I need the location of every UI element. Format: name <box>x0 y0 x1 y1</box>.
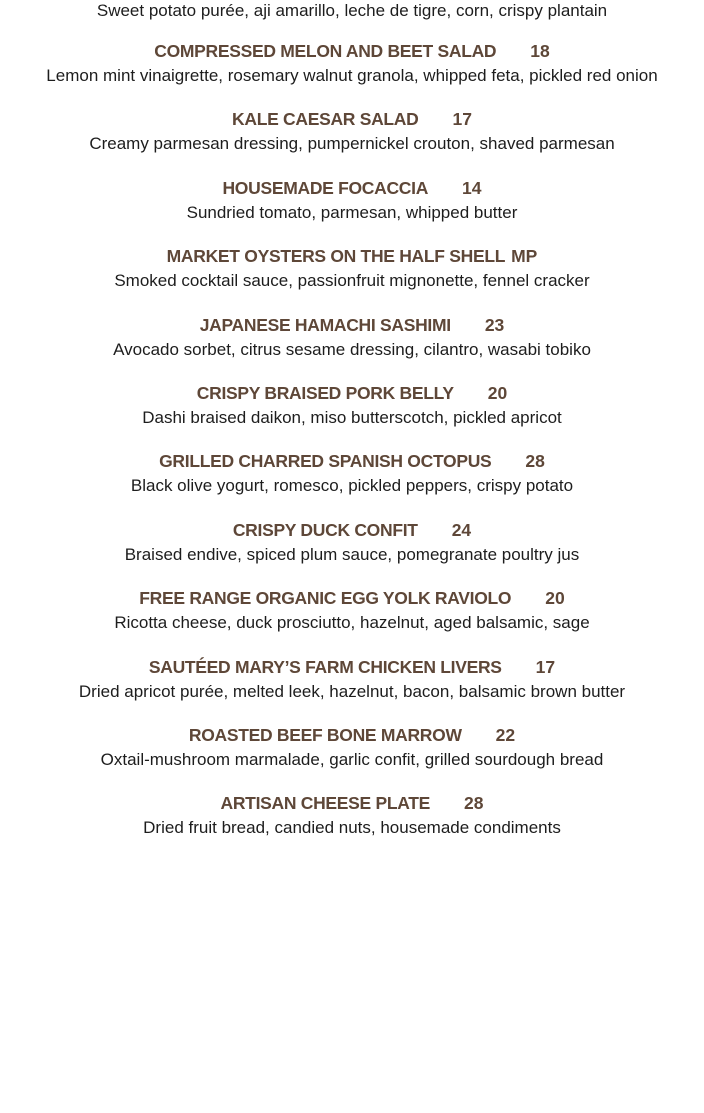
menu-item <box>0 790 704 840</box>
menu-item-price: MP <box>511 246 538 266</box>
menu-item <box>0 517 704 567</box>
menu-item-name: HOUSEMADE FOCACCIA <box>222 178 429 198</box>
menu-item-price: 22 <box>495 725 516 745</box>
menu-item-title <box>0 380 704 406</box>
menu-item-description: Sundried tomato, parmesan, whipped butter <box>186 203 518 222</box>
menu-item-price: 23 <box>484 315 505 335</box>
menu-item-name: COMPRESSED MELON AND BEET SALAD <box>154 41 497 61</box>
menu-item-title <box>0 175 704 201</box>
menu-item-description: Creamy parmesan dressing, pumpernickel crouton, shaved parmesan <box>89 134 615 153</box>
menu-item-title <box>0 448 704 474</box>
menu-item-description: Braised endive, spiced plum sauce, pomegranate poultry jus <box>124 545 580 564</box>
menu-item-name: GRILLED CHARRED SPANISH OCTOPUS <box>159 451 492 471</box>
menu-item-name: CRISPY DUCK CONFIT <box>232 520 418 540</box>
menu-item-name: ROASTED BEEF BONE MARROW <box>188 725 462 745</box>
menu-item-price: 20 <box>545 588 565 608</box>
menu-item-title <box>0 312 704 338</box>
menu-item-title <box>0 654 704 680</box>
menu-item-title <box>0 106 704 132</box>
menu-item-description: Dried fruit bread, candied nuts, housemade condiments <box>143 818 561 837</box>
menu-item-title <box>0 517 704 543</box>
menu-item-price: 17 <box>535 657 556 677</box>
menu-item-description: Avocado sorbet, citrus sesame dressing, cilantro, wasabi tobiko <box>113 340 591 359</box>
menu-item-name: KALE CAESAR SALAD <box>232 109 419 129</box>
menu-item-name: CRISPY BRAISED PORK BELLY <box>196 383 454 403</box>
menu-item-price: 20 <box>487 383 508 403</box>
menu-item <box>0 106 704 156</box>
menu-item-description: Ricotta cheese, duck prosciutto, hazelnut, aged balsamic, sage <box>114 613 590 632</box>
menu-item-description: Dried apricot purée, melted leek, hazelnut, bacon, balsamic brown butter <box>78 682 626 701</box>
menu-item <box>0 722 704 772</box>
menu-item <box>0 243 704 293</box>
menu-item-title <box>0 585 704 611</box>
menu-item-name: ARTISAN CHEESE PLATE <box>220 793 431 813</box>
menu-item-price: 17 <box>452 109 472 129</box>
menu-item <box>0 585 704 635</box>
menu-item-description: Smoked cocktail sauce, passionfruit mignonette, fennel cracker <box>114 271 590 290</box>
menu-item <box>0 38 704 88</box>
menu-item <box>0 448 704 498</box>
menu-item-description: Oxtail-mushroom marmalade, garlic confit, grilled sourdough bread <box>100 750 604 769</box>
menu-item-title <box>0 790 704 816</box>
menu-item <box>0 380 704 430</box>
menu-item-title <box>0 38 704 64</box>
menu-item-title <box>0 243 704 269</box>
menu-item <box>0 312 704 362</box>
menu-item-name: SAUTÉED MARY’S FARM CHICKEN LIVERS <box>148 657 502 677</box>
menu-item-description: Sweet potato purée, aji amarillo, leche de tigre, corn, crispy plantain <box>96 1 608 20</box>
menu-item-name: JAPANESE HAMACHI SASHIMI <box>199 315 451 335</box>
menu-item-title <box>0 722 704 748</box>
menu-item-price: 18 <box>530 41 550 61</box>
menu-item-price: 28 <box>525 451 545 471</box>
menu-item-price: 24 <box>451 520 472 540</box>
menu-item-price: 28 <box>464 793 484 813</box>
menu-item-description: Black olive yogurt, romesco, pickled peppers, crispy potato <box>130 476 574 495</box>
menu-item-price: 14 <box>462 178 482 198</box>
menu-item-description: Lemon mint vinaigrette, rosemary walnut granola, whipped feta, pickled red onion <box>46 66 658 85</box>
menu-item <box>0 654 704 704</box>
menu-item-description: Dashi braised daikon, miso butterscotch, pickled apricot <box>142 408 562 427</box>
menu-item-name: MARKET OYSTERS ON THE HALF SHELL <box>166 246 506 266</box>
menu-item-name: FREE RANGE ORGANIC EGG YOLK RAVIOLO <box>139 588 512 608</box>
menu-item <box>0 175 704 225</box>
